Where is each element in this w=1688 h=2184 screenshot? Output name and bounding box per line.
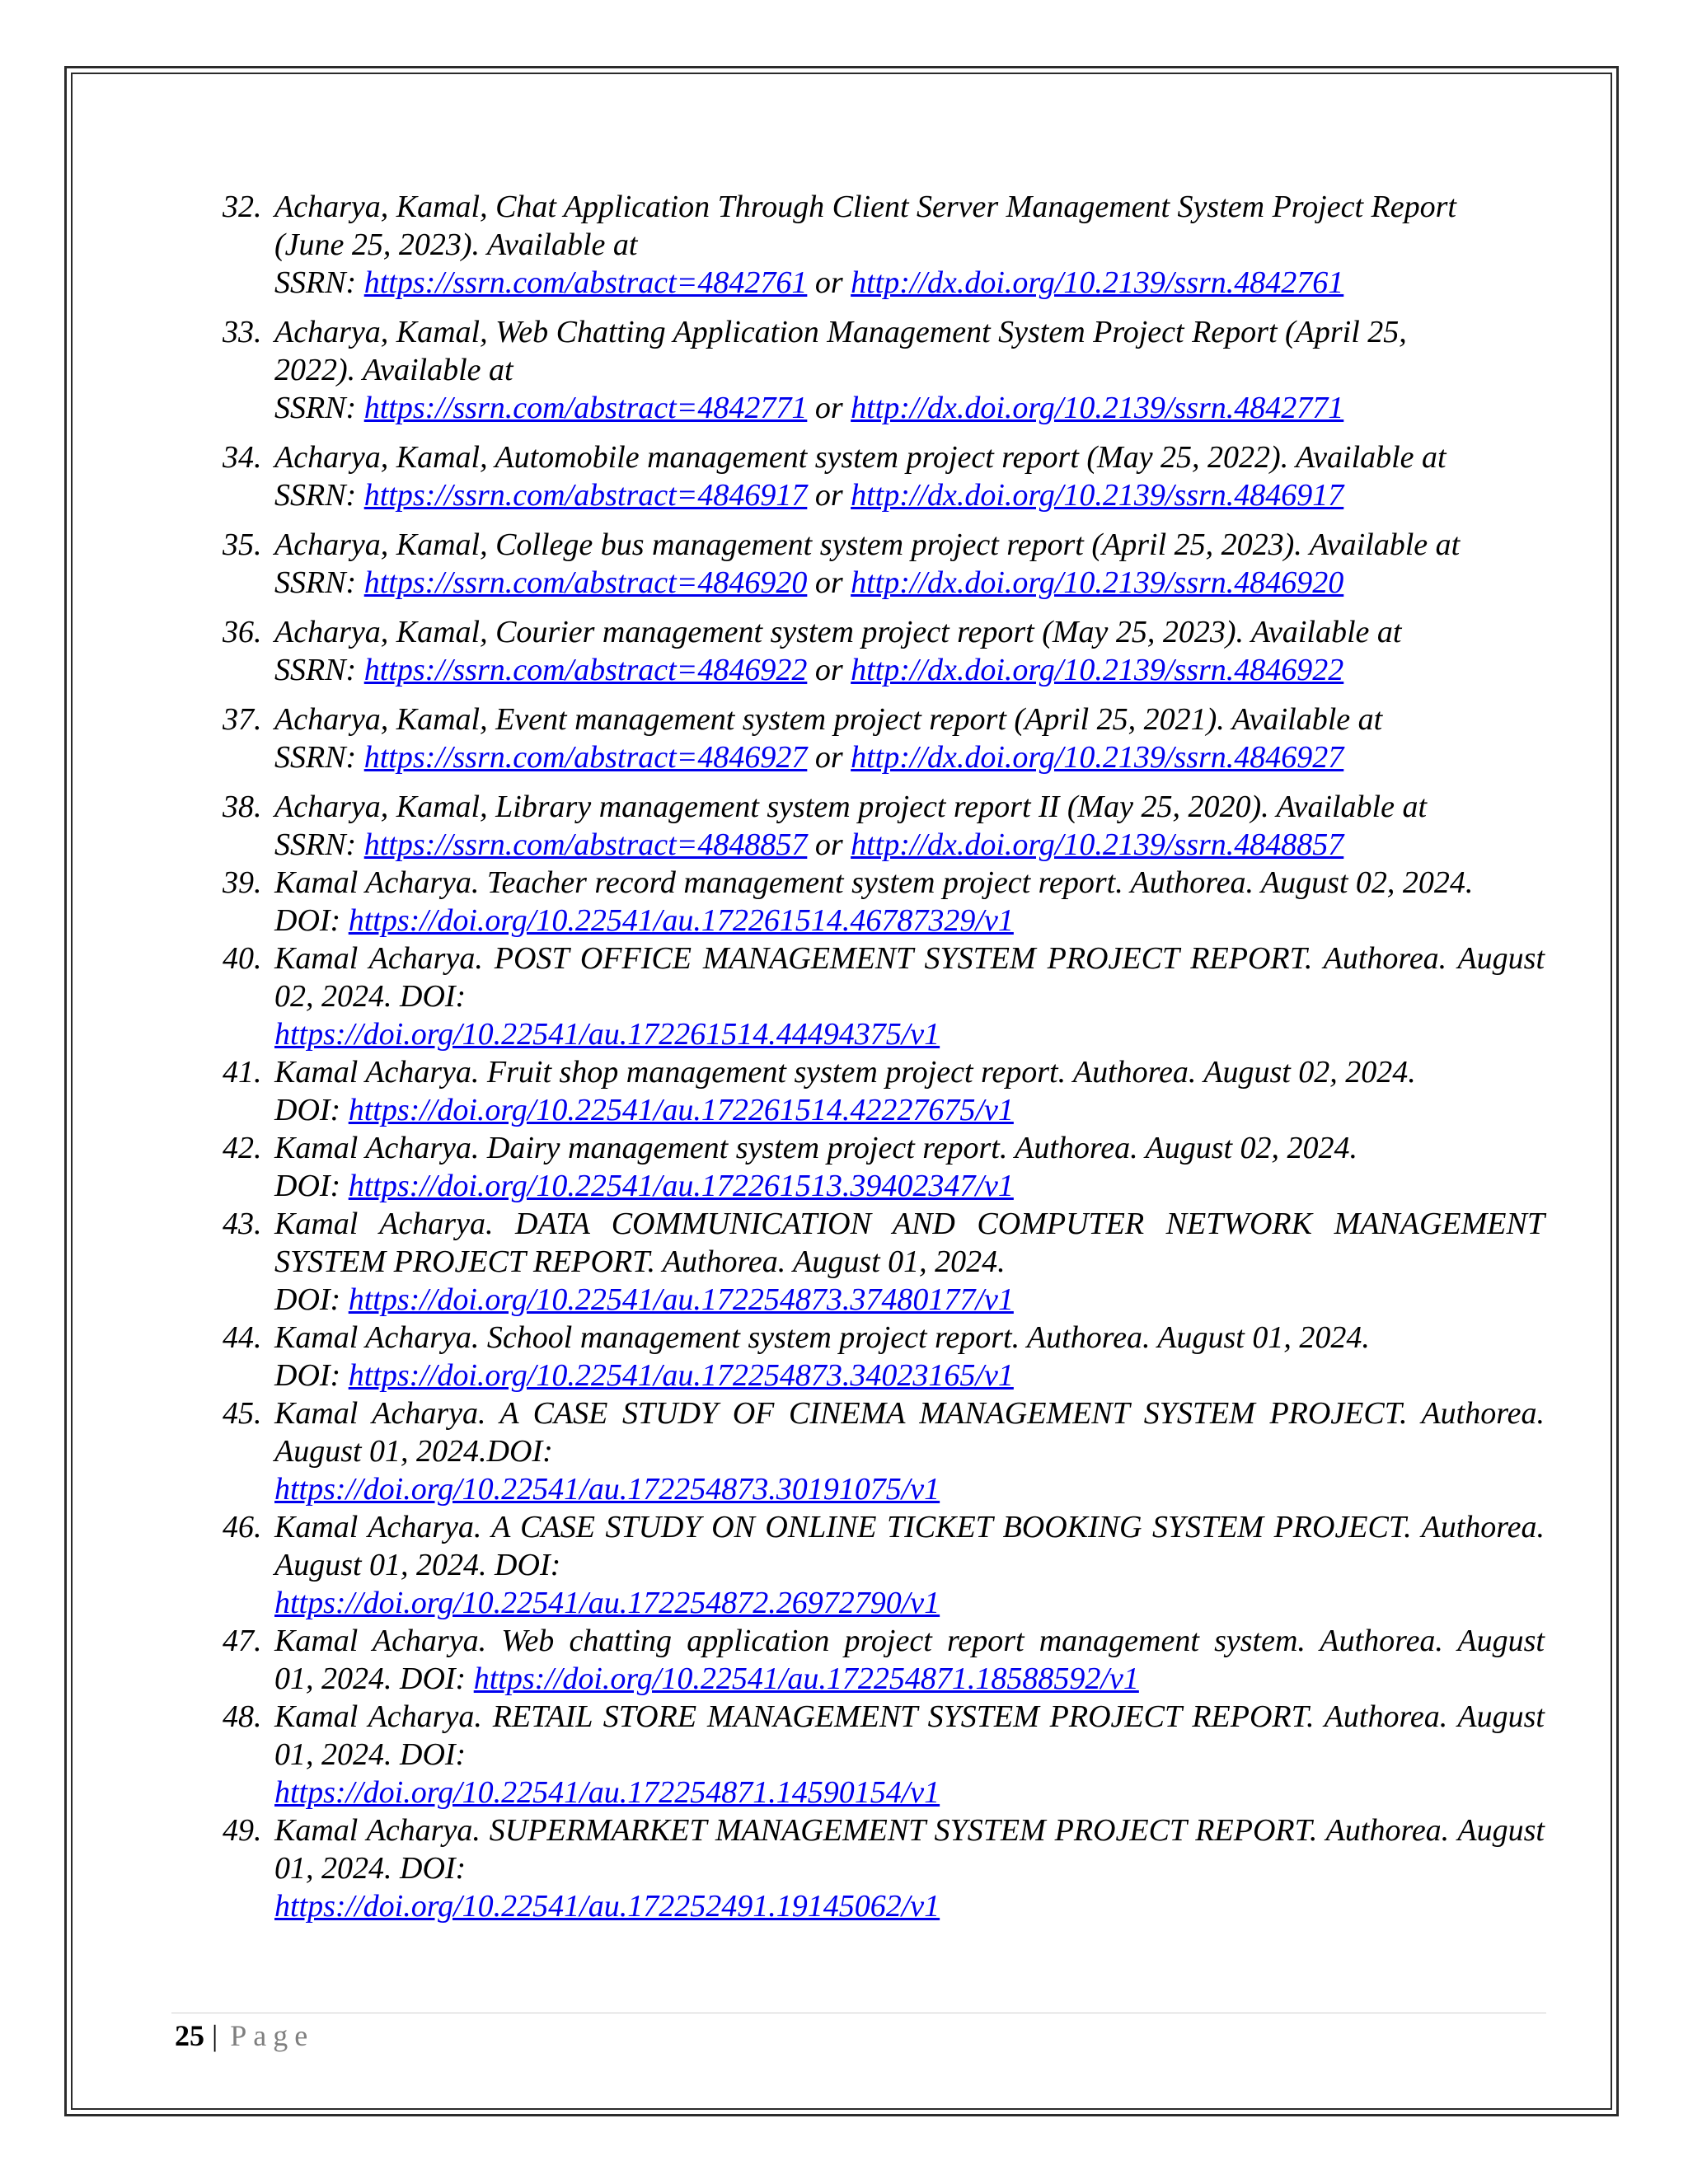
reference-separator: or [807,653,851,687]
reference-item [223,1622,1545,1698]
reference-line [274,940,1545,1015]
reference-item [223,864,1545,940]
reference-link[interactable]: https://doi.org/10.22541/au.172261514.46787329/v1 [348,903,1014,938]
reference-item [223,1319,1545,1394]
reference-line [274,476,1545,514]
reference-line [274,1660,1545,1698]
reference-body [274,1508,1545,1622]
reference-doi-link[interactable]: http://dx.doi.org/10.2139/ssrn.4846927 [851,740,1344,775]
reference-doi-link[interactable]: http://dx.doi.org/10.2139/ssrn.4842771 [851,391,1344,425]
reference-separator: or [807,740,851,775]
reference-link[interactable]: https://ssrn.com/abstract=4848857 [363,827,808,862]
reference-body [274,940,1545,1053]
reference-text: Kamal Acharya. Dairy management system project report. Authorea. August 02, 2024. [274,1131,1358,1165]
reference-line [274,1053,1545,1091]
reference-number: 33. [223,315,262,349]
reference-line [274,1622,1545,1660]
reference-text: Kamal Acharya. A CASE STUDY OF CINEMA MANAGEMENT SYSTEM PROJECT. Authorea. August 01, 2024.DOI: [274,1396,1545,1469]
reference-number: 34. [223,440,262,475]
page-number: 25 [175,2019,204,2052]
reference-item [223,1698,1545,1811]
reference-text: Acharya, Kamal, Courier management system project report (May 25, 2023). Available at [274,615,1402,649]
reference-item [223,1394,1545,1508]
reference-body [274,613,1545,689]
reference-link[interactable]: https://doi.org/10.22541/au.172254873.30191075/v1 [274,1472,940,1507]
reference-line [274,1811,1545,1887]
reference-text: Acharya, Kamal, Chat Application Through Client Server Management System Project Report [274,190,1456,224]
reference-body [274,438,1545,514]
page-footer [175,2018,314,2054]
reference-line [274,226,1545,264]
reference-separator: or [807,565,851,600]
reference-link[interactable]: https://doi.org/10.22541/au.172254873.34023165/v1 [348,1358,1014,1393]
reference-body [274,188,1545,302]
reference-line [274,1091,1545,1129]
reference-text: Acharya, Kamal, Web Chatting Application Management System Project Report (April 25, [274,315,1407,349]
reference-item [223,188,1545,302]
reference-line [274,1319,1545,1357]
reference-text: Acharya, Kamal, Automobile management system project report (May 25, 2022). Available at [274,440,1447,475]
reference-line [274,826,1545,864]
reference-number: 35. [223,527,262,562]
reference-text: Kamal Acharya. Web chatting application project report management system. Authorea. August [274,1624,1545,1658]
reference-number: 32. [223,190,262,224]
reference-line [274,651,1545,689]
reference-number: 47. [223,1624,262,1658]
reference-separator: or [807,478,851,513]
reference-prefix: SSRN: [274,478,364,513]
reference-item [223,701,1545,776]
reference-item [223,313,1545,427]
reference-line [274,1584,1545,1622]
reference-body [274,1053,1545,1129]
reference-item [223,438,1545,514]
reference-text: Kamal Acharya. RETAIL STORE MANAGEMENT SYSTEM PROJECT REPORT. Authorea. August 01, 2024. DOI: [274,1699,1545,1772]
reference-separator: or [807,265,851,300]
reference-prefix: SSRN: [274,565,364,600]
reference-body [274,1622,1545,1698]
reference-line [274,788,1545,826]
reference-number: 40. [223,941,262,976]
reference-text: SYSTEM PROJECT REPORT. Authorea. August 01, 2024. [274,1244,1006,1279]
reference-item [223,1205,1545,1319]
reference-item [223,940,1545,1053]
reference-text: Acharya, Kamal, Event management system project report (April 25, 2021). Available at [274,702,1383,737]
reference-prefix: SSRN: [274,827,364,862]
reference-line [274,1357,1545,1394]
reference-text: Acharya, Kamal, College bus management system project report (April 25, 2023). Available at [274,527,1461,562]
reference-line [274,313,1545,351]
reference-body [274,526,1545,602]
reference-number: 46. [223,1510,262,1544]
reference-prefix: SSRN: [274,265,364,300]
reference-line [274,1394,1545,1470]
reference-number: 36. [223,615,262,649]
reference-line [274,701,1545,738]
reference-link[interactable]: https://doi.org/10.22541/au.172261514.44494375/v1 [274,1017,940,1052]
reference-text: Kamal Acharya. Fruit shop management system project report. Authorea. August 02, 2024. [274,1055,1416,1090]
reference-prefix: 01, 2024. DOI: [274,1661,474,1696]
reference-text: Kamal Acharya. SUPERMARKET MANAGEMENT SYSTEM PROJECT REPORT. Authorea. August 01, 2024. DOI: [274,1813,1545,1886]
reference-prefix: DOI: [274,1282,349,1317]
reference-number: 48. [223,1699,262,1734]
page-word: Page [230,2019,315,2052]
reference-link[interactable]: https://doi.org/10.22541/au.172254871.14590154/v1 [274,1775,940,1810]
reference-doi-link[interactable]: http://dx.doi.org/10.2139/ssrn.4848857 [851,827,1344,862]
reference-line [274,613,1545,651]
reference-doi-link[interactable]: http://dx.doi.org/10.2139/ssrn.4846920 [851,565,1344,600]
reference-link[interactable]: https://ssrn.com/abstract=4846917 [363,478,808,513]
reference-line [274,526,1545,564]
reference-line [274,264,1545,302]
reference-item [223,1508,1545,1622]
reference-body [274,1319,1545,1394]
reference-line [274,864,1545,902]
reference-line [274,1205,1545,1243]
reference-number: 39. [223,865,262,900]
reference-prefix: DOI: [274,1169,349,1203]
reference-item [223,1811,1545,1925]
reference-link[interactable]: https://doi.org/10.22541/au.172261513.39402347/v1 [348,1169,1014,1203]
reference-body [274,864,1545,940]
reference-text: 2022). Available at [274,353,513,387]
reference-item [223,788,1545,864]
reference-link[interactable]: https://doi.org/10.22541/au.172252491.19145062/v1 [274,1889,940,1924]
reference-text: Kamal Acharya. A CASE STUDY ON ONLINE TICKET BOOKING SYSTEM PROJECT. Authorea. August 01, 2024. DOI: [274,1510,1545,1582]
reference-body [274,313,1545,427]
reference-line [274,1129,1545,1167]
reference-link[interactable]: https://ssrn.com/abstract=4846922 [363,653,808,687]
reference-number: 38. [223,790,262,824]
reference-link[interactable]: https://doi.org/10.22541/au.172254873.37480177/v1 [348,1282,1014,1317]
reference-line [274,351,1545,389]
reference-line [274,564,1545,602]
reference-prefix: SSRN: [274,740,364,775]
reference-line [274,389,1545,427]
reference-body [274,788,1545,864]
reference-text: Kamal Acharya. Teacher record management system project report. Authorea. August 02, 2024. [274,865,1474,900]
reference-doi-link[interactable]: http://dx.doi.org/10.2139/ssrn.4846922 [851,653,1344,687]
reference-item [223,1053,1545,1129]
reference-line [274,1167,1545,1205]
reference-separator: or [807,391,851,425]
reference-body [274,1205,1545,1319]
reference-line [274,1698,1545,1774]
reference-text: Kamal Acharya. DATA COMMUNICATION AND COMPUTER NETWORK MANAGEMENT [274,1207,1545,1241]
reference-body [274,1394,1545,1508]
reference-line [274,1508,1545,1584]
reference-line [274,188,1545,226]
reference-line [274,438,1545,476]
reference-line [274,1774,1545,1811]
reference-line [274,1015,1545,1053]
reference-link[interactable]: https://ssrn.com/abstract=4842771 [363,391,808,425]
reference-number: 49. [223,1813,262,1848]
reference-line [274,1887,1545,1925]
reference-text: Acharya, Kamal, Library management system project report II (May 25, 2020). Available at [274,790,1428,824]
reference-text: (June 25, 2023). Available at [274,227,638,262]
reference-number: 45. [223,1396,262,1431]
reference-prefix: DOI: [274,1093,349,1127]
reference-body [274,1698,1545,1811]
reference-doi-link[interactable]: http://dx.doi.org/10.2139/ssrn.4842761 [851,265,1344,300]
reference-number: 44. [223,1320,262,1355]
reference-prefix: DOI: [274,1358,349,1393]
reference-prefix: DOI: [274,903,349,938]
reference-link[interactable]: https://doi.org/10.22541/au.172261514.42227675/v1 [348,1093,1014,1127]
reference-text: Kamal Acharya. POST OFFICE MANAGEMENT SYSTEM PROJECT REPORT. Authorea. August 02, 2024. DOI: [274,941,1545,1014]
reference-line [274,738,1545,776]
reference-line [274,1281,1545,1319]
reference-item [223,526,1545,602]
reference-number: 43. [223,1207,262,1241]
reference-prefix: SSRN: [274,653,364,687]
reference-body [274,1129,1545,1205]
reference-number: 42. [223,1131,262,1165]
reference-prefix: SSRN: [274,391,364,425]
reference-line [274,902,1545,940]
reference-item [223,1129,1545,1205]
footer-separator: | [204,2019,226,2052]
reference-separator: or [807,827,851,862]
reference-line [274,1243,1545,1281]
reference-body [274,701,1545,776]
reference-item [223,613,1545,689]
reference-number: 37. [223,702,262,737]
reference-text: Kamal Acharya. School management system project report. Authorea. August 01, 2024. [274,1320,1370,1355]
reference-link[interactable]: https://doi.org/10.22541/au.172254872.26972790/v1 [274,1586,940,1620]
reference-link[interactable]: https://ssrn.com/abstract=4846920 [363,565,808,600]
reference-line [274,1470,1545,1508]
reference-link[interactable]: https://doi.org/10.22541/au.172254871.18588592/v1 [473,1661,1139,1696]
reference-link[interactable]: https://ssrn.com/abstract=4842761 [363,265,808,300]
reference-link[interactable]: https://ssrn.com/abstract=4846927 [363,740,808,775]
reference-list [223,188,1545,1925]
reference-doi-link[interactable]: http://dx.doi.org/10.2139/ssrn.4846917 [851,478,1344,513]
reference-number: 41. [223,1055,262,1090]
reference-body [274,1811,1545,1925]
